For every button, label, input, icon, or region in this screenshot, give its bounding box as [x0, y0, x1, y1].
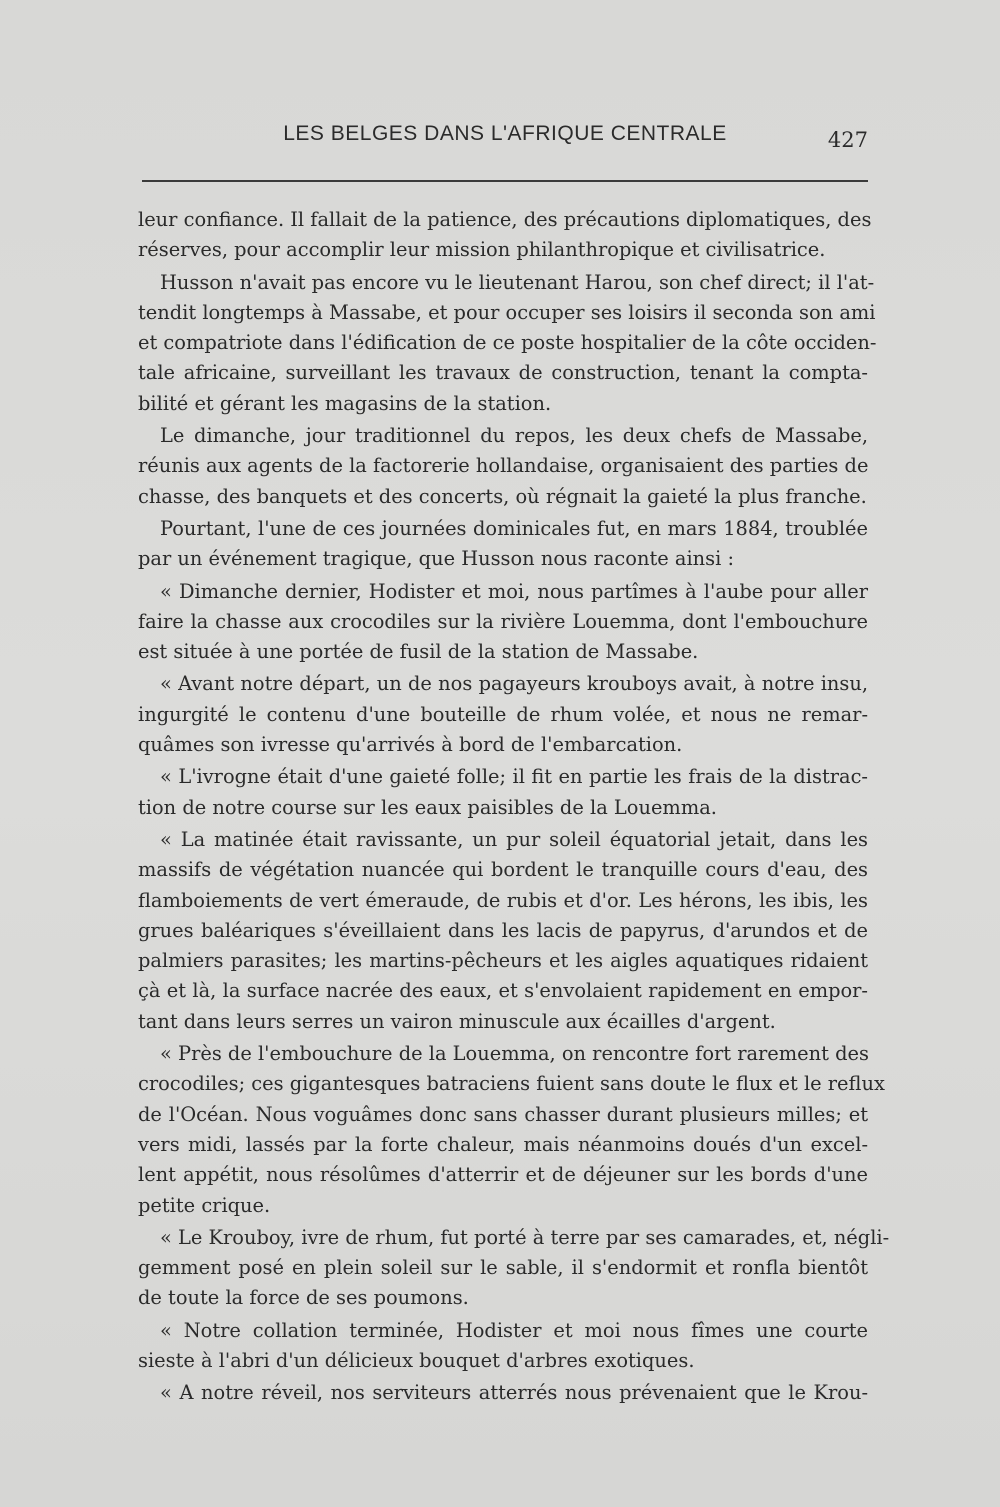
text-line: « Dimanche dernier, Hodister et moi, nous partîmes à l'aube pour aller	[160, 579, 868, 603]
text-line: petite crique.	[138, 1193, 271, 1217]
text-line: bilité et gérant les magasins de la station.	[138, 391, 552, 415]
text-line: Husson n'avait pas encore vu le lieutenant Harou, son chef direct; il l'at-	[160, 270, 875, 294]
paragraph	[138, 514, 868, 575]
text-line: tant dans leurs serres un vairon minuscule aux écailles d'argent.	[138, 1009, 776, 1033]
body-text	[138, 205, 890, 1411]
text-line: quâmes son ivresse qu'arrivés à bord de l'embarcation.	[138, 733, 683, 757]
text-line: « L'ivrogne était d'une gaieté folle; il fit en partie les frais de la distrac-	[160, 765, 868, 789]
text-line: leur confiance. Il fallait de la patience, des précautions diplomatiques, des	[138, 208, 872, 231]
paragraph	[138, 669, 868, 760]
text-line: massifs de végétation nuancée qui bordent le tranquille cours d'eau, des	[138, 858, 868, 882]
paragraph	[138, 1316, 868, 1377]
text-line: ingurgité le contenu d'une bouteille de rhum volée, et nous ne remar-	[138, 702, 868, 726]
text-line: flamboiements de vert émeraude, de rubis et d'or. Les hérons, les ibis, les	[138, 888, 868, 912]
paragraph	[138, 1039, 885, 1221]
page-header	[142, 122, 868, 162]
header-rule	[142, 180, 868, 182]
text-line: « Le Krouboy, ivre de rhum, fut porté à terre par ses camarades, et, négli-	[160, 1225, 890, 1249]
text-line: grues baléariques s'éveillaient dans les lacis de papyrus, d'arundos et de	[138, 918, 868, 942]
text-line: « A notre réveil, nos serviteurs atterrés nous prévenaient que le Krou-	[160, 1381, 868, 1405]
text-line: tion de notre course sur les eaux paisibles de la Louemma.	[138, 795, 717, 819]
text-line: « La matinée était ravissante, un pur soleil équatorial jetait, dans les	[160, 827, 868, 851]
text-line: vers midi, lassés par la forte chaleur, mais néanmoins doués d'un excel-	[138, 1132, 868, 1156]
text-line: « Notre collation terminée, Hodister et moi nous fîmes une courte	[160, 1318, 868, 1342]
paragraph	[138, 762, 868, 823]
paragraph	[138, 1223, 890, 1314]
text-line: est située à une portée de fusil de la station de Massabe.	[138, 640, 699, 664]
text-line: faire la chasse aux crocodiles sur la rivière Louemma, dont l'embouchure	[138, 609, 868, 633]
text-line: réserves, pour accomplir leur mission philanthropique et civilisatrice.	[138, 238, 826, 262]
paragraph	[138, 825, 868, 1037]
text-line: crocodiles; ces gigantesques batraciens fuient sans doute le flux et le reflux	[138, 1072, 885, 1096]
text-line: et compatriote dans l'édification de ce poste hospitalier de la côte occiden-	[138, 331, 877, 355]
text-line: chasse, des banquets et des concerts, où régnait la gaieté la plus franche.	[138, 484, 867, 508]
page-number: 427	[827, 128, 868, 152]
text-line: lent appétit, nous résolûmes d'atterrir et de déjeuner sur les bords d'une	[138, 1163, 868, 1187]
text-line: Le dimanche, jour traditionnel du repos, les deux chefs de Massabe,	[160, 424, 868, 448]
text-line: sieste à l'abri d'un délicieux bouquet d'arbres exotiques.	[138, 1348, 695, 1372]
paragraph	[138, 577, 868, 668]
text-line: gemment posé en plein soleil sur le sable, il s'endormit et ronfla bientôt	[138, 1256, 868, 1280]
text-line: Pourtant, l'une de ces journées dominicales fut, en mars 1884, troublée	[160, 516, 868, 540]
paragraph	[138, 421, 868, 512]
text-line: réunis aux agents de la factorerie hollandaise, organisaient des parties de	[138, 454, 869, 478]
paragraph	[138, 1378, 868, 1408]
running-title: LES BELGES DANS L'AFRIQUE CENTRALE	[283, 122, 727, 145]
text-line: tale africaine, surveillant les travaux de construction, tenant la compta-	[138, 361, 868, 385]
text-line: de l'Océan. Nous voguâmes donc sans chasser durant plusieurs milles; et	[138, 1102, 868, 1126]
text-line: tendit longtemps à Massabe, et pour occuper ses loisirs il seconda son ami	[138, 300, 876, 324]
paragraph	[138, 205, 872, 266]
text-line: de toute la force de ses poumons.	[138, 1286, 469, 1310]
text-line: par un événement tragique, que Husson nous raconte ainsi :	[138, 547, 734, 571]
text-line: palmiers parasites; les martins-pêcheurs et les aigles aquatiques ridaient	[138, 949, 868, 973]
text-line: « Avant notre départ, un de nos pagayeurs krouboys avait, à notre insu,	[160, 672, 868, 696]
text-line: çà et là, la surface nacrée des eaux, et s'envolaient rapidement en empor-	[138, 979, 868, 1003]
text-line: « Près de l'embouchure de la Louemma, on rencontre fort rarement des	[160, 1042, 869, 1066]
paragraph	[138, 268, 877, 419]
